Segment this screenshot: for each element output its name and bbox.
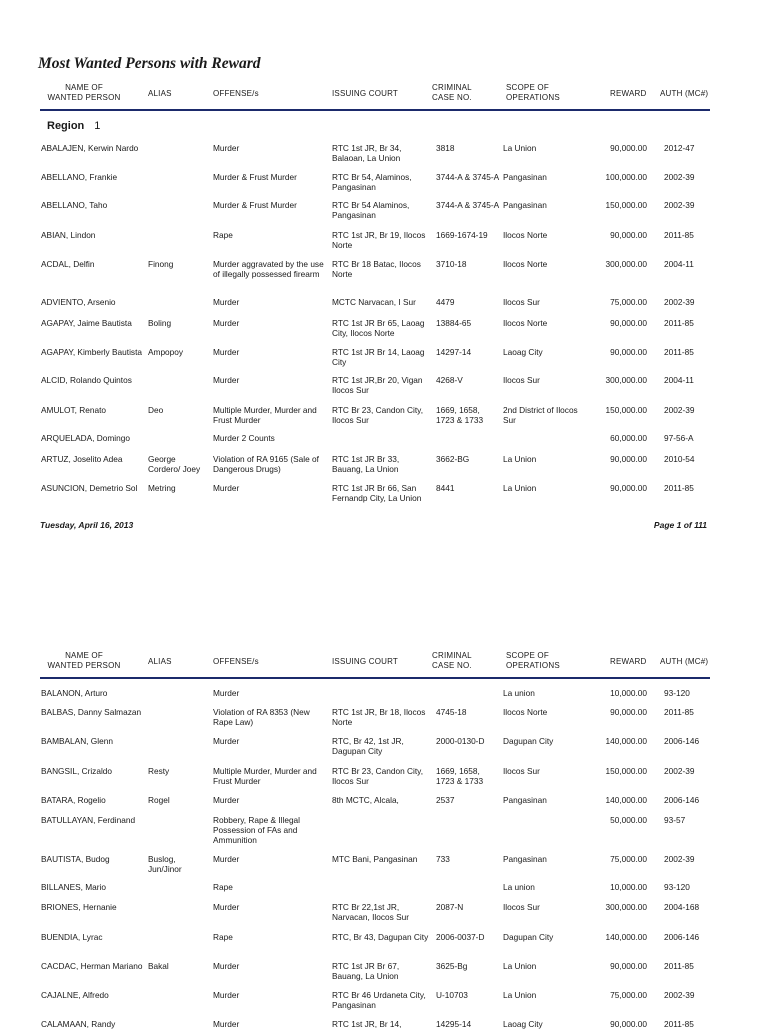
cell-auth: 2002-39 [664,854,695,864]
page-title: Most Wanted Persons with Reward [38,55,261,72]
cell-scope: Dagupan City [503,736,554,746]
cell-court: RTC 1st JR Br 67, Bauang, La Union [332,961,400,981]
cell-reward: 300,000.00 [605,259,647,269]
cell-reward: 60,000.00 [610,433,647,443]
cell-court: MCTC Narvacan, I Sur [332,297,416,307]
cell-reward: 50,000.00 [610,815,647,825]
header-name: NAME OF WANTED PERSON [47,651,121,670]
cell-court: RTC, Br 43, Dagupan City [332,932,429,942]
cell-case: 3744-A & 3745-A [436,200,500,210]
cell-alias: George Cordero/ Joey [148,454,201,474]
cell-reward: 90,000.00 [610,143,647,153]
header-case: CRIMINAL CASE NO. [432,651,472,670]
region-label [47,120,100,132]
cell-court: RTC Br 22,1st JR, Narvacan, Ilocos Sur [332,902,410,922]
cell-case: 3744-A & 3745-A [436,172,500,182]
cell-auth: 2004-11 [664,375,694,385]
cell-auth: 2002-39 [664,990,695,1000]
cell-case: 3710-18 [436,259,467,269]
cell-scope: Pangasinan [503,200,547,210]
cell-auth: 2011-85 [664,230,694,240]
cell-alias: Metring [148,483,176,493]
header-alias: ALIAS [148,657,172,666]
cell-reward: 90,000.00 [610,707,647,717]
cell-reward: 90,000.00 [610,318,647,328]
cell-reward: 140,000.00 [605,736,647,746]
table-header [40,81,710,111]
cell-offense: Murder 2 Counts [213,433,275,443]
cell-case: 3818 [436,143,455,153]
cell-offense: Murder [213,902,240,912]
cell-scope: La union [503,882,535,892]
region-text: Region [47,120,85,132]
cell-alias: Deo [148,405,164,415]
cell-court: RTC Br 54 Alaminos, Pangasinan [332,200,410,220]
cell-reward: 75,000.00 [610,854,647,864]
cell-reward: 300,000.00 [605,902,647,912]
cell-alias: Boling [148,318,172,328]
cell-offense: Violation of RA 9165 (Sale of Dangerous Drugs) [213,454,319,474]
cell-court: MTC Bani, Pangasinan [332,854,418,864]
cell-name: BUENDIA, Lyrac [41,932,103,942]
cell-reward: 90,000.00 [610,347,647,357]
cell-auth: 2006-146 [664,932,700,942]
cell-name: BALANON, Arturo [41,688,108,698]
cell-reward: 90,000.00 [610,454,647,464]
cell-offense: Murder [213,347,240,357]
cell-court: RTC 1st JR, Br 14, [332,1019,402,1029]
cell-name: AMULOT, Renato [41,405,107,415]
header-auth: AUTH (MC#) [660,89,709,98]
cell-offense: Murder [213,961,240,971]
cell-auth: 2004-11 [664,259,694,269]
cell-offense: Violation of RA 8353 (New Rape Law) [213,707,310,727]
header-reward: REWARD [610,657,647,666]
cell-auth: 2002-39 [664,405,695,415]
cell-auth: 2002-39 [664,766,695,776]
cell-auth: 2011-85 [664,961,694,971]
header-reward: REWARD [610,89,647,98]
cell-scope: Ilocos Norte [503,318,548,328]
cell-case: 3625-Bg [436,961,468,971]
cell-case: 1669, 1658, 1723 & 1733 [436,405,484,425]
cell-name: ALCID, Rolando Quintos [41,375,132,385]
cell-reward: 90,000.00 [610,483,647,493]
cell-case: 14295-14 [436,1019,472,1029]
cell-offense: Murder & Frust Murder [213,172,297,182]
cell-reward: 10,000.00 [610,688,647,698]
cell-name: BILLANES, Mario [41,882,107,892]
cell-scope: Pangasinan [503,795,547,805]
cell-offense: Murder aggravated by the use of illegally possessed firearm [213,259,324,279]
cell-court: RTC 1st JR, Br 34, Balaoan, La Union [332,143,402,163]
cell-auth: 2004-168 [664,902,700,912]
cell-court: RTC 1st JR, Br 18, Ilocos Norte [332,707,426,727]
cell-alias: Resty [148,766,170,776]
cell-court: RTC 1st JR Br 66, San Fernandp City, La Union [332,483,422,503]
cell-name: ADVIENTO, Arsenio [41,297,116,307]
cell-auth: 2011-85 [664,318,694,328]
cell-name: ABELLANO, Frankie [41,172,118,182]
header-offense: OFFENSE/s [213,657,259,666]
cell-case: 8441 [436,483,455,493]
header-scope: SCOPE OF OPERATIONS [506,83,560,102]
cell-scope: Dagupan City [503,932,554,942]
cell-reward: 75,000.00 [610,990,647,1000]
cell-offense: Rape [213,932,233,942]
cell-name: ACDAL, Delfin [41,259,95,269]
cell-auth: 2011-85 [664,1019,694,1029]
cell-auth: 97-56-A [664,433,694,443]
cell-court: RTC 1st JR, Br 19, Ilocos Norte [332,230,426,250]
cell-name: BATULLAYAN, Ferdinand [41,815,136,825]
cell-auth: 2006-146 [664,736,700,746]
cell-auth: 2006-146 [664,795,700,805]
cell-offense: Murder [213,736,240,746]
cell-court: RTC Br 23, Candon City, Ilocos Sur [332,766,423,786]
cell-case: 4479 [436,297,455,307]
cell-name: ABALAJEN, Kerwin Nardo [41,143,139,153]
cell-name: ASUNCION, Demetrio Sol [41,483,138,493]
cell-offense: Murder [213,318,240,328]
cell-case: 2000-0130-D [436,736,485,746]
cell-offense: Murder & Frust Murder [213,200,297,210]
header-scope: SCOPE OF OPERATIONS [506,651,560,670]
cell-alias: Buslog, Jun/Jinor [148,854,182,874]
cell-court: RTC Br 54, Alaminos, Pangasinan [332,172,412,192]
cell-alias: Finong [148,259,174,269]
cell-auth: 93-120 [664,688,690,698]
cell-scope: Laoag City [503,1019,543,1029]
cell-offense: Robbery, Rape & Illegal Possession of FAs and Ammunition [213,815,301,845]
cell-scope: Laoag City [503,347,543,357]
cell-name: BALBAS, Danny Salmazan [41,707,142,717]
header-court: ISSUING COURT [332,89,399,98]
cell-reward: 140,000.00 [605,795,647,805]
cell-scope: La Union [503,454,537,464]
cell-case: 4268-V [436,375,463,385]
cell-scope: Pangasinan [503,172,547,182]
cell-reward: 150,000.00 [605,200,647,210]
cell-name: BATARA, Rogelio [41,795,106,805]
cell-offense: Murder [213,990,240,1000]
cell-case: 1669-1674-19 [436,230,488,240]
cell-case: 733 [436,854,450,864]
cell-court: RTC 1st JR,Br 20, Vigan Ilocos Sur [332,375,423,395]
cell-offense: Murder [213,143,240,153]
cell-name: BAMBALAN, Glenn [41,736,113,746]
cell-name: BRIONES, Hernanie [41,902,117,912]
cell-auth: 2002-39 [664,297,695,307]
cell-case: 2537 [436,795,455,805]
cell-name: AGAPAY, Kimberly Bautista [41,347,142,357]
cell-auth: 2011-85 [664,483,694,493]
cell-offense: Murder [213,688,240,698]
cell-offense: Multiple Murder, Murder and Frust Murder [213,405,317,425]
cell-scope: Ilocos Norte [503,707,548,717]
cell-scope: Ilocos Sur [503,375,540,385]
cell-case: 13884-65 [436,318,472,328]
cell-alias: Ampopoy [148,347,184,357]
cell-offense: Murder [213,297,240,307]
cell-reward: 90,000.00 [610,1019,647,1029]
cell-name: AGAPAY, Jaime Bautista [41,318,132,328]
footer-page: Page 1 of 111 [653,520,707,530]
cell-auth: 2002-39 [664,200,695,210]
cell-scope: Ilocos Norte [503,259,548,269]
cell-reward: 100,000.00 [605,172,647,182]
cell-name: ABELLANO, Taho [41,200,108,210]
header-auth: AUTH (MC#) [660,657,709,666]
cell-offense: Rape [213,230,233,240]
cell-auth: 93-120 [664,882,690,892]
cell-alias: Bakal [148,961,169,971]
cell-name: CALAMAAN, Randy [41,1019,116,1029]
cell-offense: Rape [213,882,233,892]
cell-name: BANGSIL, Crizaldo [41,766,113,776]
cell-name: CACDAC, Herman Mariano [41,961,143,971]
cell-court: 8th MCTC, Alcala, [332,795,399,805]
cell-offense: Murder [213,1019,240,1029]
cell-court: RTC Br 46 Urdaneta City, Pangasinan [332,990,426,1010]
cell-name: ARTUZ, Joselito Adea [41,454,123,464]
cell-auth: 2012-47 [664,143,695,153]
cell-case: 2006-0037-D [436,932,485,942]
cell-case: 3662-BG [436,454,470,464]
cell-offense: Murder [213,795,240,805]
cell-reward: 150,000.00 [605,405,647,415]
cell-scope: La Union [503,961,537,971]
cell-alias: Rogel [148,795,170,805]
cell-case: U-10703 [436,990,468,1000]
cell-case: 2087-N [436,902,464,912]
cell-offense: Murder [213,483,240,493]
header-offense: OFFENSE/s [213,89,259,98]
cell-offense: Murder [213,375,240,385]
header-court: ISSUING COURT [332,657,399,666]
cell-auth: 2010-54 [664,454,695,464]
cell-scope: Ilocos Sur [503,297,540,307]
cell-reward: 140,000.00 [605,932,647,942]
cell-reward: 150,000.00 [605,766,647,776]
cell-scope: La union [503,688,535,698]
cell-court: RTC Br 23, Candon City, Ilocos Sur [332,405,423,425]
cell-court: RTC 1st JR Br 65, Laoag City, Ilocos Norte [332,318,425,338]
cell-auth: 2011-85 [664,347,694,357]
cell-reward: 90,000.00 [610,961,647,971]
cell-auth: 2002-39 [664,172,695,182]
region-number: 1 [94,120,101,132]
cell-scope: La Union [503,143,537,153]
cell-court: RTC 1st JR Br 14, Laoag City [332,347,425,367]
cell-scope: 2nd District of Ilocos Sur [503,405,578,425]
cell-scope: Ilocos Sur [503,902,540,912]
cell-scope: Ilocos Norte [503,230,548,240]
footer-date: Tuesday, April 16, 2013 [40,520,134,530]
cell-auth: 93-57 [664,815,686,825]
cell-scope: Ilocos Sur [503,766,540,776]
cell-case: 1669, 1658, 1723 & 1733 [436,766,484,786]
cell-case: 4745-18 [436,707,467,717]
cell-reward: 90,000.00 [610,230,647,240]
cell-case: 14297-14 [436,347,472,357]
cell-reward: 300,000.00 [605,375,647,385]
cell-offense: Murder [213,854,240,864]
cell-offense: Multiple Murder, Murder and Frust Murder [213,766,317,786]
cell-name: ABIAN, Lindon [41,230,96,240]
cell-court: RTC Br 18 Batac, Ilocos Norte [332,259,421,279]
cell-scope: La Union [503,483,537,493]
header-name: NAME OF WANTED PERSON [47,83,121,102]
header-alias: ALIAS [148,89,172,98]
table-header-page2 [40,649,710,679]
cell-scope: Pangasinan [503,854,547,864]
cell-reward: 10,000.00 [610,882,647,892]
cell-court: RTC, Br 42, 1st JR, Dagupan City [332,736,404,756]
cell-court: RTC 1st JR Br 33, Bauang, La Union [332,454,400,474]
header-case: CRIMINAL CASE NO. [432,83,472,102]
cell-scope: La Union [503,990,537,1000]
cell-name: CAJALNE, Alfredo [41,990,109,1000]
cell-reward: 75,000.00 [610,297,647,307]
cell-name: ARQUELADA, Domingo [41,433,130,443]
cell-name: BAUTISTA, Budog [41,854,110,864]
cell-auth: 2011-85 [664,707,694,717]
